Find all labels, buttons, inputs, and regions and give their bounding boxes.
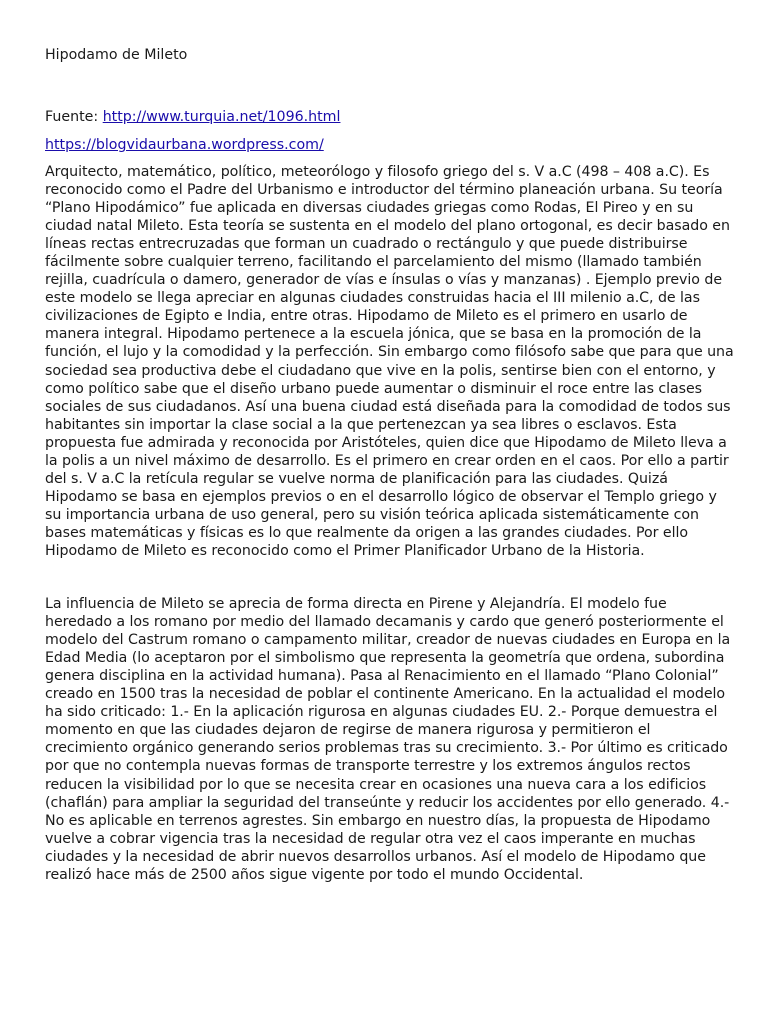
source-line: [45, 108, 735, 126]
paragraph-influence: La influencia de Mileto se aprecia de forma directa en Pirene y Alejandría. El modelo fue heredado a los romano por medio del llamado decamanis y cardo que generó posteriormente el modelo del Castrum romano o campamento militar, creador de nuevas ciudades en Europa en la Edad Media (lo aceptaron por el simbolismo que representa la geometría que ordena, subordina genera disciplina en la actividad humana). Pasa al Renacimiento en el llamado “Plano Colonial” creado en 1500 tras la necesidad de poblar el continente Americano. En la actualidad el modelo ha sido criticado: 1.- En la aplicación rigurosa en algunas ciudades EU. 2.- Porque demuestra el momento en que las ciudades dejaron de regirse de manera rigurosa y permitieron el crecimiento orgánico generando serios problemas tras su crecimiento. 3.- Por último es criticado por que no contempla nuevas formas de transporte terrestre y los extremos ángulos rectos reducen la visibilidad por lo que se necesita crear en ocasiones una nueva cara a los edificios (chaflán) para ampliar la seguridad del transeúnte y reducir los accidentes por ello generado. 4.- No es aplicable en terrenos agrestes. Sin embargo en nuestro días, la propuesta de Hipodamo vuelve a cobrar vigencia tras la necesidad de regular otra vez el caos imperante en muchas ciudades y la necesidad de abrir nuevos desarrollos urbanos. Así el modelo de Hipodamo que realizó hace más de 2500 años sigue vigente por todo el mundo Occidental.: [45, 596, 731, 883]
blog-link-line: [45, 136, 735, 154]
document-page: [45, 46, 735, 884]
paragraph-biography: Arquitecto, matemático, político, meteorólogo y filosofo griego del s. V a.C (498 – 408 a.C). Es reconocido como el Padre del Urbanismo e introductor del término planeación urbana. Su teoría “Plano Hipodámico” fue aplicada en diversas ciudades griegas como Rodas, El Pireo y en su ciudad natal Mileto. Esta teoría se sustenta en el modelo del plano ortogonal, es decir basado en líneas rectas entrecruzadas que forman un cuadrado o rectángulo y que puede distribuirse fácilmente sobre cualquier terreno, facilitando el parcelamiento del mismo (llamado también rejilla, cuadrícula o damero, generador de vías e ínsulas o vías y manzanas) . Ejemplo previo de este modelo se llega apreciar en algunas ciudades construidas hacia el III milenio a.C, de las civilizaciones de Egipto e India, entre otras. Hipodamo de Mileto es el primero en usarlo de manera integral. Hipodamo pertenece a la escuela jónica, que se basa en la promoción de la función, el lujo y la comodidad y la perfección. Sin embargo como filósofo sabe que para que una sociedad sea productiva debe el ciudadano que vive en la polis, sentirse bien con el entorno, y como político sabe que el diseño urbano puede aumentar o disminuir el roce entre las clases sociales de sus ciudadanos. Así una buena ciudad está diseñada para la comodidad de todos sus habitantes sin importar la clase social a la que pertenezcan ya sea libres o esclavos. Esta propuesta fue admirada y reconocida por Aristóteles, quien dice que Hipodamo de Mileto lleva a la polis a un nivel máximo de desarrollo. Es el primero en crear orden en el caos. Por ello a partir del s. V a.C la retícula regular se vuelve norma de planificación para las ciudades. Quizá Hipodamo se basa en ejemplos previos o en el desarrollo lógico de observar el Templo griego y su importancia urbana de uso general, pero su visión teórica aplicada sistemáticamente con bases matemáticas y físicas es lo que realmente da origen a las grandes ciudades. Por ello Hipodamo de Mileto es reconocido como el Primer Planificador Urbano de la Historia.: [45, 164, 734, 559]
source-link[interactable]: http://www.turquia.net/1096.html: [102, 109, 341, 125]
source-label: Fuente:: [45, 109, 103, 125]
blog-link[interactable]: https://blogvidaurbana.wordpress.com/: [45, 137, 324, 153]
document-title: Hipodamo de Mileto: [45, 47, 188, 63]
